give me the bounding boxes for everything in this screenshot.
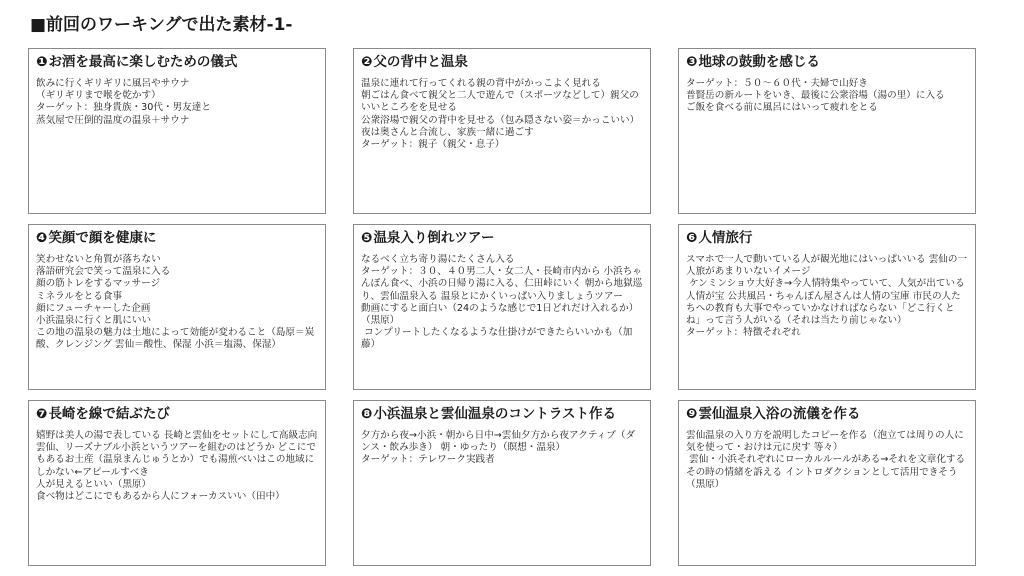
- card-title: [686, 230, 968, 247]
- card-title-text: 人情旅行: [698, 230, 753, 246]
- idea-card-5: [353, 224, 651, 390]
- card-body: なるべく立ち寄り湯にたくさん入る ターゲット：３０、４０男二人・女二人・長崎市内から 小浜ちゃんぽん食べ、小浜の日帰り湯に入る、仁田峠にいく 朝から地獄巡り、雲仙温泉入る 温泉とにかくいっぱい入りましょうツアー 動画にすると面白い（24のような感じで1日どれだけ入れるか）（黒原） コンプリートしたくなるような仕掛けができたらいいかも（加藤）: [361, 254, 643, 351]
- card-body: 嬉野は美人の湯で表している 長崎と雲仙をセットにして高級志向雲仙、リーズナブル小浜というツアーを組むのはどうか どこにでもあるお土産（温泉まんじゅうとか）でも湯煎べいはこの地域にしかない←アピールすべき 人が見えるといい（黒原） 食べ物はどこにでもあるから人にフォーカスいい（田中）: [36, 430, 318, 503]
- card-number-badge: ❽: [361, 406, 373, 422]
- card-title-text: 長崎を線で結ぶたび: [48, 406, 170, 422]
- card-title-text: 小浜温泉と雲仙温泉のコントラスト作る: [373, 406, 617, 422]
- idea-card-3: [678, 48, 976, 214]
- card-title-text: 雲仙温泉入浴の流儀を作る: [698, 406, 861, 422]
- card-body: 飲みに行くギリギリに風呂やサウナ （ギリギリまで喉を乾かす） ターゲット：独身貴族・30代・男友達と 蒸気屋で圧倒的温度の温泉＋サウナ: [36, 78, 211, 126]
- card-title-text: 父の背中と温泉: [373, 54, 468, 70]
- card-title-text: 地球の鼓動を感じる: [698, 54, 820, 70]
- idea-card-9: [678, 400, 976, 566]
- card-body: スマホで一人で動いている人が観光地にはいっぱいいる 雲仙の一人旅があまりいないイメージ ケンミンショウ大好き→今人情特集やっていて、人気が出ている 人情が宝 公共風呂・ちゃんぽん屋さんは人情の宝庫 市民の人たちへの教育も大事でやっていかなければならない「どこ行くとね」って言う人がいる（それは当たり前じゃない） ターゲット：特徴それぞれ: [686, 254, 968, 339]
- card-title: [361, 230, 643, 247]
- idea-card-4: [28, 224, 326, 390]
- card-number-badge: ❹: [36, 230, 48, 246]
- card-grid: [28, 48, 980, 566]
- card-title: [36, 230, 318, 247]
- idea-card-7: [28, 400, 326, 566]
- card-body: 笑わせないと角質が落ちない 落語研究会で笑って温泉に入る 顔の筋トレをするマッサージ ミネラルをとる食事 顔にフューチャーした企画 小浜温泉に行くと肌にいい この地の温泉の魅力は土地によって効能が変わること（島原＝炭酸、クレンジング 雲仙＝酸性、保湿 小浜＝塩湯、保湿）: [36, 254, 315, 351]
- card-number-badge: ❷: [361, 54, 373, 70]
- card-title: [36, 406, 318, 423]
- idea-card-8: [353, 400, 651, 566]
- card-body: 温泉に連れて行ってくれる親の背中がかっこよく見れる 朝ごはん食べて親父と二人で遊んで（スポーツなどして）親父のいいところをを見せる 公衆浴場で親父の背中を見せる（包み隠さない姿＝かっこいい） 夜は奥さんと合流し、家族一緒に過ごす ターゲット：親子（親父・息子）: [361, 78, 640, 151]
- idea-card-1: [28, 48, 326, 214]
- card-title: [686, 406, 968, 423]
- card-body: 雲仙温泉の入り方を説明したコピーを作る（泡立ては周りの人に気を使って・おけは元に戻す 等々） 雲仙・小浜それぞれにローカルルールがある→それを文章化する その時の情緒を訴える イントロダクションとして活用できそう（黒原）: [686, 430, 966, 490]
- card-number-badge: ❻: [686, 230, 698, 246]
- card-number-badge: ❸: [686, 54, 698, 70]
- card-title: [686, 54, 968, 71]
- card-number-badge: ❶: [36, 54, 48, 70]
- card-number-badge: ❺: [361, 230, 373, 246]
- card-title-text: お酒を最高に楽しむための儀式: [48, 54, 238, 70]
- card-title: [361, 406, 643, 423]
- card-body: ターゲット：５０～６０代・夫婦で山好き 普賢岳の新ルートをいき、最後に公衆浴場（湯の里）に入る ご飯を食べる前に風呂にはいって疲れをとる: [686, 78, 945, 114]
- page-title: ■前回のワーキングで出た素材-1-: [30, 15, 293, 35]
- card-title-text: 温泉入り倒れツアー: [373, 230, 495, 246]
- idea-card-2: [353, 48, 651, 214]
- card-number-badge: ❼: [36, 406, 48, 422]
- card-body: 夕方から夜→小浜・朝から日中→雲仙夕方から夜アクティブ（ダンス・飲み歩き） 朝・ゆったり（瞑想・温泉） ターゲット：テレワーク実践者: [361, 430, 636, 466]
- idea-card-6: [678, 224, 976, 390]
- card-number-badge: ❾: [686, 406, 698, 422]
- card-title: [361, 54, 643, 71]
- card-title: [36, 54, 318, 71]
- card-title-text: 笑顔で顔を健康に: [48, 230, 157, 246]
